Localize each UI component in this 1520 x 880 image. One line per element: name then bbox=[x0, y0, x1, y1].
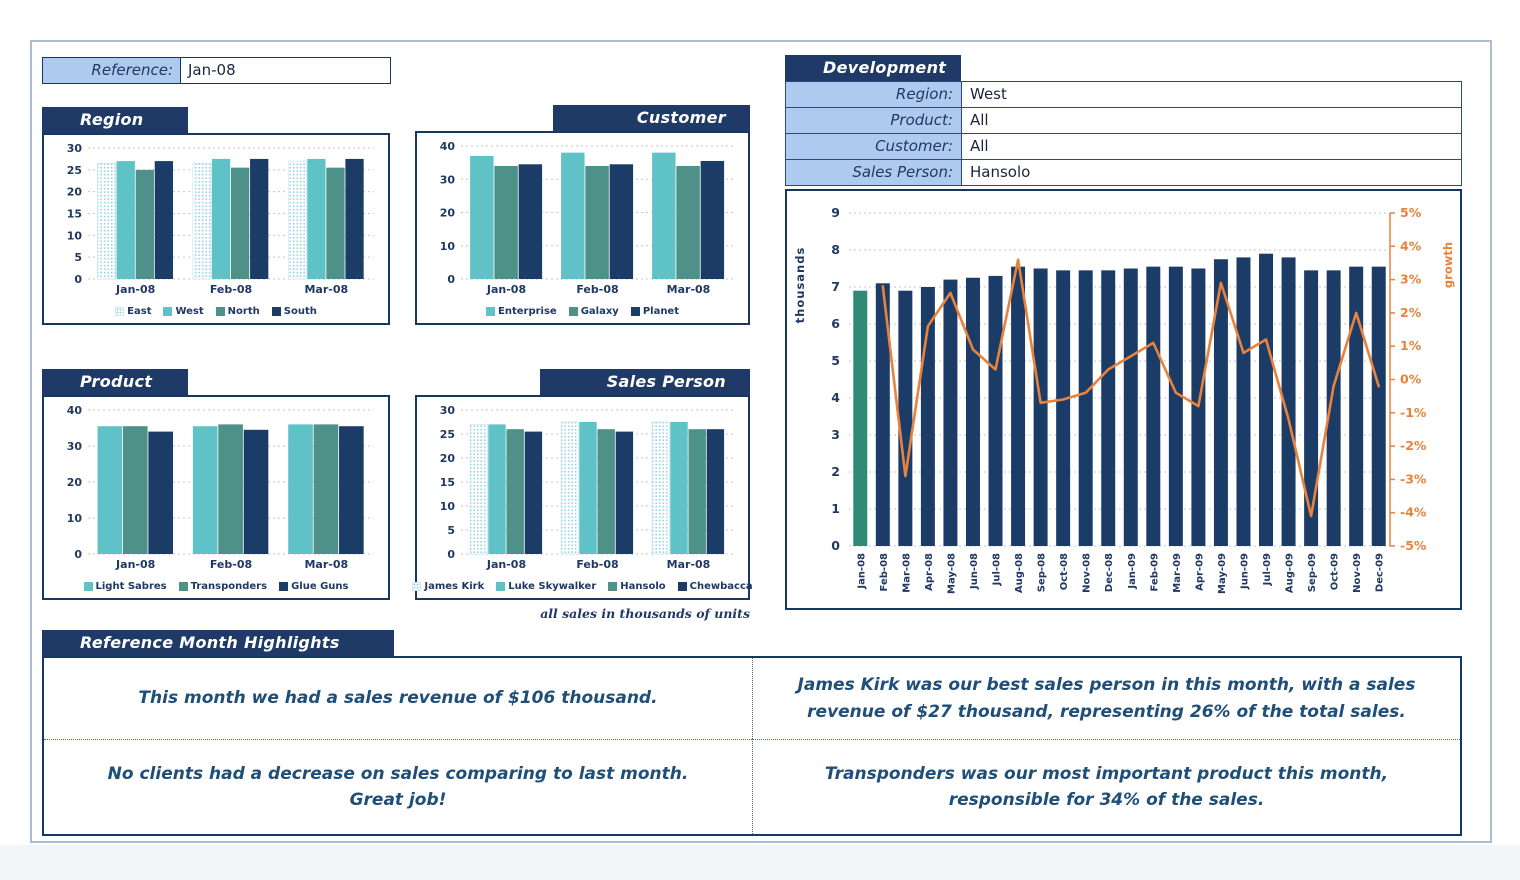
development-chart-area bbox=[787, 191, 1460, 608]
y-tick-label: 5 bbox=[447, 524, 455, 537]
y-tick-label: 20 bbox=[439, 452, 455, 465]
legend-item-planet: Planet bbox=[631, 306, 679, 317]
dev-bar-Nov-09 bbox=[1349, 267, 1363, 546]
bar-Hansolo-Feb-08 bbox=[598, 429, 615, 554]
bar-South-Feb-08 bbox=[250, 159, 268, 279]
legend-marker bbox=[115, 307, 124, 316]
y-tick-label: 25 bbox=[439, 428, 455, 441]
dev-x-label: Dec-08 bbox=[1104, 553, 1116, 593]
legend-marker bbox=[486, 307, 495, 316]
filter-row-region bbox=[786, 81, 1461, 107]
x-category-label: Feb-08 bbox=[576, 283, 619, 296]
dev-bar-Mar-08 bbox=[898, 291, 912, 546]
dev-bar-Aug-08 bbox=[1011, 267, 1025, 546]
customer-chart-area bbox=[417, 133, 748, 300]
x-category-label: Jan-08 bbox=[116, 558, 156, 571]
bar-West-Jan-08 bbox=[117, 161, 135, 279]
sales-person-chart-box bbox=[415, 395, 753, 600]
left-tick-label: 8 bbox=[831, 242, 840, 257]
dev-x-label: Feb-08 bbox=[878, 553, 890, 592]
dev-x-label: Oct-09 bbox=[1329, 553, 1341, 591]
filter-row-product bbox=[786, 107, 1461, 133]
development-panel-header: Development bbox=[785, 55, 961, 81]
x-category-label: Jan-08 bbox=[486, 558, 527, 571]
y-tick-label: 30 bbox=[66, 142, 82, 155]
bar-Hansolo-Jan-08 bbox=[507, 429, 524, 554]
left-tick-label: 2 bbox=[831, 464, 840, 479]
bar-East-Feb-08 bbox=[193, 163, 211, 279]
y-tick-label: 10 bbox=[439, 239, 455, 253]
legend-marker bbox=[272, 307, 281, 316]
bar-Hansolo-Mar-08 bbox=[689, 429, 706, 554]
customer-panel-header: Customer bbox=[553, 105, 750, 131]
filter-value-customer[interactable]: All bbox=[962, 134, 1461, 159]
dev-x-label: Apr-08 bbox=[923, 553, 935, 591]
legend-marker bbox=[179, 582, 188, 591]
highlights-panel-header: Reference Month Highlights bbox=[42, 630, 394, 656]
highlight-best-sales-person: James Kirk was our best sales person in this month, with a sales revenue of $27 thousand, representing 26% of the total sales. bbox=[752, 658, 1460, 739]
development-filter-table bbox=[785, 81, 1462, 186]
x-category-label: Jan-08 bbox=[486, 283, 527, 296]
y-tick-label: 40 bbox=[439, 140, 455, 153]
x-category-label: Jan-08 bbox=[116, 283, 156, 296]
filter-row-customer bbox=[786, 133, 1461, 159]
right-tick-label: 4% bbox=[1400, 238, 1422, 254]
highlight-clients: No clients had a decrease on sales comparing to last month. Great job! bbox=[44, 739, 752, 834]
y-tick-label: 40 bbox=[66, 404, 82, 417]
dev-x-label: Oct-08 bbox=[1059, 553, 1071, 591]
bar-North-Jan-08 bbox=[136, 170, 154, 279]
bottom-strip bbox=[0, 845, 1520, 880]
filter-label-product: Product: bbox=[786, 108, 962, 133]
y-tick-label: 20 bbox=[66, 476, 82, 489]
development-chart-svg bbox=[787, 191, 1460, 608]
reference-label: Reference: bbox=[42, 57, 181, 84]
bar-Enterprise-Feb-08 bbox=[561, 153, 584, 279]
dev-bar-Feb-09 bbox=[1146, 267, 1160, 546]
bar-East-Mar-08 bbox=[288, 161, 306, 279]
legend-marker bbox=[279, 582, 288, 591]
x-category-label: Feb-08 bbox=[209, 558, 253, 571]
dev-x-label: Nov-09 bbox=[1352, 553, 1364, 593]
highlights-grid bbox=[42, 656, 1462, 836]
bar-East-Jan-08 bbox=[98, 163, 116, 279]
dev-x-label: Dec-09 bbox=[1374, 553, 1386, 593]
y-tick-label: 5 bbox=[74, 251, 82, 265]
bar-Glue Guns-Jan-08 bbox=[148, 432, 173, 554]
filter-label-sales-person: Sales Person: bbox=[786, 160, 962, 185]
customer-chart-box bbox=[415, 131, 750, 325]
legend-marker bbox=[678, 582, 687, 591]
dev-bar-Jul-08 bbox=[989, 276, 1003, 546]
bar-James Kirk-Jan-08 bbox=[470, 424, 487, 554]
y-tick-label: 0 bbox=[447, 273, 455, 286]
bar-Planet-Jan-08 bbox=[519, 164, 542, 279]
bar-North-Mar-08 bbox=[326, 168, 344, 279]
y-tick-label: 10 bbox=[66, 229, 82, 243]
y-tick-label: 15 bbox=[66, 207, 82, 221]
legend-item-james-kirk: James Kirk bbox=[412, 581, 484, 592]
dev-bar-Dec-09 bbox=[1372, 267, 1386, 546]
bar-Planet-Feb-08 bbox=[610, 164, 633, 279]
legend-item-transponders: Transponders bbox=[179, 581, 267, 592]
x-category-label: Feb-08 bbox=[209, 283, 253, 296]
filter-value-product[interactable]: All bbox=[962, 108, 1461, 133]
product-chart-legend bbox=[44, 574, 388, 598]
dev-x-label: Aug-08 bbox=[1014, 553, 1026, 594]
y-tick-label: 30 bbox=[439, 404, 455, 417]
legend-marker bbox=[608, 582, 617, 591]
legend-item-enterprise: Enterprise bbox=[486, 306, 557, 317]
y-tick-label: 10 bbox=[439, 500, 455, 513]
bar-Transponders-Jan-08 bbox=[123, 426, 148, 554]
x-category-label: Mar-08 bbox=[304, 283, 349, 296]
y-tick-label: 25 bbox=[66, 163, 82, 177]
bar-Transponders-Mar-08 bbox=[314, 424, 339, 554]
bar-Glue Guns-Feb-08 bbox=[244, 430, 269, 554]
right-tick-label: -5% bbox=[1400, 538, 1427, 553]
region-panel-header: Region bbox=[42, 107, 188, 133]
dev-bar-May-08 bbox=[943, 280, 957, 546]
reference-value-cell[interactable]: Jan-08 bbox=[180, 57, 391, 84]
legend-item-luke-skywalker: Luke Skywalker bbox=[496, 581, 596, 592]
dev-bar-Mar-09 bbox=[1169, 267, 1183, 546]
dev-bar-Jun-08 bbox=[966, 278, 980, 546]
highlight-revenue: This month we had a sales revenue of $106 thousand. bbox=[138, 688, 658, 709]
legend-item-north: North bbox=[216, 306, 260, 317]
legend-marker bbox=[84, 582, 93, 591]
right-tick-label: 3% bbox=[1400, 271, 1422, 287]
bar-Galaxy-Feb-08 bbox=[585, 166, 608, 279]
bar-Planet-Mar-08 bbox=[701, 161, 724, 279]
y-tick-label: 0 bbox=[74, 273, 82, 286]
legend-item-east: East bbox=[115, 306, 151, 317]
right-tick-label: 5% bbox=[1400, 205, 1422, 220]
sales-person-chart-legend bbox=[417, 574, 753, 598]
dev-x-label: Mar-09 bbox=[1171, 553, 1183, 593]
x-category-label: Mar-08 bbox=[304, 558, 349, 571]
dev-bar-Jul-09 bbox=[1259, 254, 1273, 546]
dev-bar-Dec-08 bbox=[1101, 270, 1115, 546]
dev-x-label: May-09 bbox=[1216, 553, 1228, 594]
bar-Enterprise-Mar-08 bbox=[652, 153, 675, 279]
legend-marker bbox=[631, 307, 640, 316]
left-tick-label: 7 bbox=[831, 279, 840, 294]
sales-person-chart-area bbox=[417, 397, 748, 574]
y-tick-label: 30 bbox=[66, 440, 82, 453]
legend-item-west: West bbox=[163, 306, 203, 317]
sales-person-panel-header: Sales Person bbox=[540, 369, 750, 395]
bar-West-Feb-08 bbox=[212, 159, 230, 279]
legend-marker bbox=[216, 307, 225, 316]
y-tick-label: 20 bbox=[66, 185, 82, 199]
bar-Light Sabres-Jan-08 bbox=[98, 426, 123, 554]
bar-Luke Skywalker-Feb-08 bbox=[579, 422, 596, 554]
left-tick-label: 3 bbox=[831, 427, 840, 442]
dev-x-label: Aug-09 bbox=[1284, 553, 1296, 594]
dev-bar-Jun-09 bbox=[1236, 257, 1250, 546]
bar-Chewbacca-Jan-08 bbox=[525, 432, 542, 554]
product-chart-area bbox=[44, 397, 388, 574]
dev-x-label: Sep-09 bbox=[1307, 553, 1319, 593]
legend-item-hansolo: Hansolo bbox=[608, 581, 665, 592]
right-tick-label: 0% bbox=[1400, 371, 1422, 387]
legend-item-chewbacca: Chewbacca bbox=[678, 581, 753, 592]
bar-James Kirk-Mar-08 bbox=[652, 422, 669, 554]
bar-Luke Skywalker-Mar-08 bbox=[670, 422, 687, 554]
legend-item-light-sabres: Light Sabres bbox=[84, 581, 167, 592]
bar-Enterprise-Jan-08 bbox=[470, 156, 493, 279]
y-tick-label: 10 bbox=[66, 512, 82, 525]
filter-value-sales-person[interactable]: Hansolo bbox=[962, 160, 1461, 185]
dev-x-label: Jul-09 bbox=[1262, 553, 1274, 586]
bar-Transponders-Feb-08 bbox=[218, 424, 243, 554]
dev-bar-Sep-09 bbox=[1304, 270, 1318, 546]
y-tick-label: 0 bbox=[447, 548, 455, 561]
bar-James Kirk-Feb-08 bbox=[561, 422, 578, 554]
left-tick-label: 1 bbox=[831, 501, 840, 516]
left-axis-title: thousands bbox=[793, 246, 807, 324]
dev-x-label: Mar-08 bbox=[901, 553, 913, 593]
right-tick-label: 2% bbox=[1400, 304, 1422, 320]
region-chart-svg bbox=[44, 135, 388, 299]
dev-x-label: Apr-09 bbox=[1194, 553, 1206, 591]
dev-x-label: Nov-08 bbox=[1081, 553, 1093, 593]
product-chart-svg bbox=[44, 397, 388, 574]
dev-x-label: Jan-09 bbox=[1126, 553, 1138, 589]
product-chart-box bbox=[42, 395, 390, 600]
right-tick-label: -1% bbox=[1400, 404, 1427, 420]
customer-chart-legend bbox=[417, 300, 748, 324]
bar-West-Mar-08 bbox=[307, 159, 325, 279]
y-tick-label: 15 bbox=[439, 476, 455, 489]
dev-x-label: May-08 bbox=[946, 553, 958, 594]
development-chart-box bbox=[785, 189, 1462, 610]
dev-x-label: Jun-09 bbox=[1239, 553, 1251, 590]
dev-bar-Jan-08 bbox=[853, 291, 867, 546]
units-footnote: all sales in thousands of units bbox=[540, 606, 750, 621]
dev-x-label: Jul-08 bbox=[991, 553, 1003, 586]
region-chart-box bbox=[42, 133, 390, 325]
left-tick-label: 6 bbox=[831, 316, 840, 331]
dev-x-label: Jun-08 bbox=[968, 553, 980, 590]
dev-bar-Oct-08 bbox=[1056, 270, 1070, 546]
dev-bar-Nov-08 bbox=[1079, 270, 1093, 546]
dev-x-label: Jan-08 bbox=[856, 553, 868, 589]
bar-Chewbacca-Mar-08 bbox=[707, 429, 724, 554]
bar-North-Feb-08 bbox=[231, 168, 249, 279]
right-tick-label: -4% bbox=[1400, 504, 1427, 520]
legend-item-glue-guns: Glue Guns bbox=[279, 581, 348, 592]
left-tick-label: 9 bbox=[831, 205, 840, 220]
legend-marker bbox=[496, 582, 505, 591]
x-category-label: Feb-08 bbox=[576, 558, 619, 571]
legend-marker bbox=[412, 582, 421, 591]
right-axis-title: growth bbox=[1441, 241, 1455, 289]
bar-Galaxy-Jan-08 bbox=[494, 166, 517, 279]
bar-Light Sabres-Mar-08 bbox=[288, 424, 313, 554]
customer-chart-svg bbox=[417, 133, 748, 299]
legend-item-galaxy: Galaxy bbox=[569, 306, 619, 317]
x-category-label: Mar-08 bbox=[666, 283, 711, 296]
left-tick-label: 5 bbox=[831, 353, 840, 368]
dev-x-label: Sep-08 bbox=[1036, 553, 1048, 593]
highlight-top-product: Transponders was our most important product this month, responsible for 34% of the sales. bbox=[752, 739, 1460, 834]
y-tick-label: 30 bbox=[439, 173, 455, 187]
bar-South-Mar-08 bbox=[345, 159, 363, 279]
left-tick-label: 0 bbox=[831, 538, 840, 553]
bar-Light Sabres-Feb-08 bbox=[193, 426, 218, 554]
bar-Luke Skywalker-Jan-08 bbox=[488, 424, 505, 554]
region-chart-legend bbox=[44, 300, 388, 324]
bar-South-Jan-08 bbox=[155, 161, 173, 279]
x-category-label: Mar-08 bbox=[666, 558, 711, 571]
right-tick-label: 1% bbox=[1400, 338, 1422, 354]
sales_person-chart-svg bbox=[417, 397, 748, 574]
filter-label-region: Region: bbox=[786, 82, 962, 107]
right-tick-label: -3% bbox=[1400, 471, 1427, 487]
bar-Galaxy-Mar-08 bbox=[676, 166, 699, 279]
filter-row-sales-person bbox=[786, 159, 1461, 185]
dev-x-label: Feb-09 bbox=[1149, 553, 1161, 592]
filter-label-customer: Customer: bbox=[786, 134, 962, 159]
dev-bar-Jan-09 bbox=[1124, 269, 1138, 547]
bar-Chewbacca-Feb-08 bbox=[616, 432, 633, 554]
region-chart-area bbox=[44, 135, 388, 300]
product-panel-header: Product bbox=[42, 369, 188, 395]
y-tick-label: 0 bbox=[74, 548, 82, 561]
right-tick-label: -2% bbox=[1400, 438, 1427, 454]
left-tick-label: 4 bbox=[831, 390, 840, 405]
legend-marker bbox=[569, 307, 578, 316]
filter-value-region[interactable]: West bbox=[962, 82, 1461, 107]
legend-marker bbox=[163, 307, 172, 316]
bar-Glue Guns-Mar-08 bbox=[339, 426, 364, 554]
y-tick-label: 20 bbox=[439, 206, 455, 220]
dev-bar-Sep-08 bbox=[1034, 269, 1048, 547]
legend-item-south: South bbox=[272, 306, 317, 317]
